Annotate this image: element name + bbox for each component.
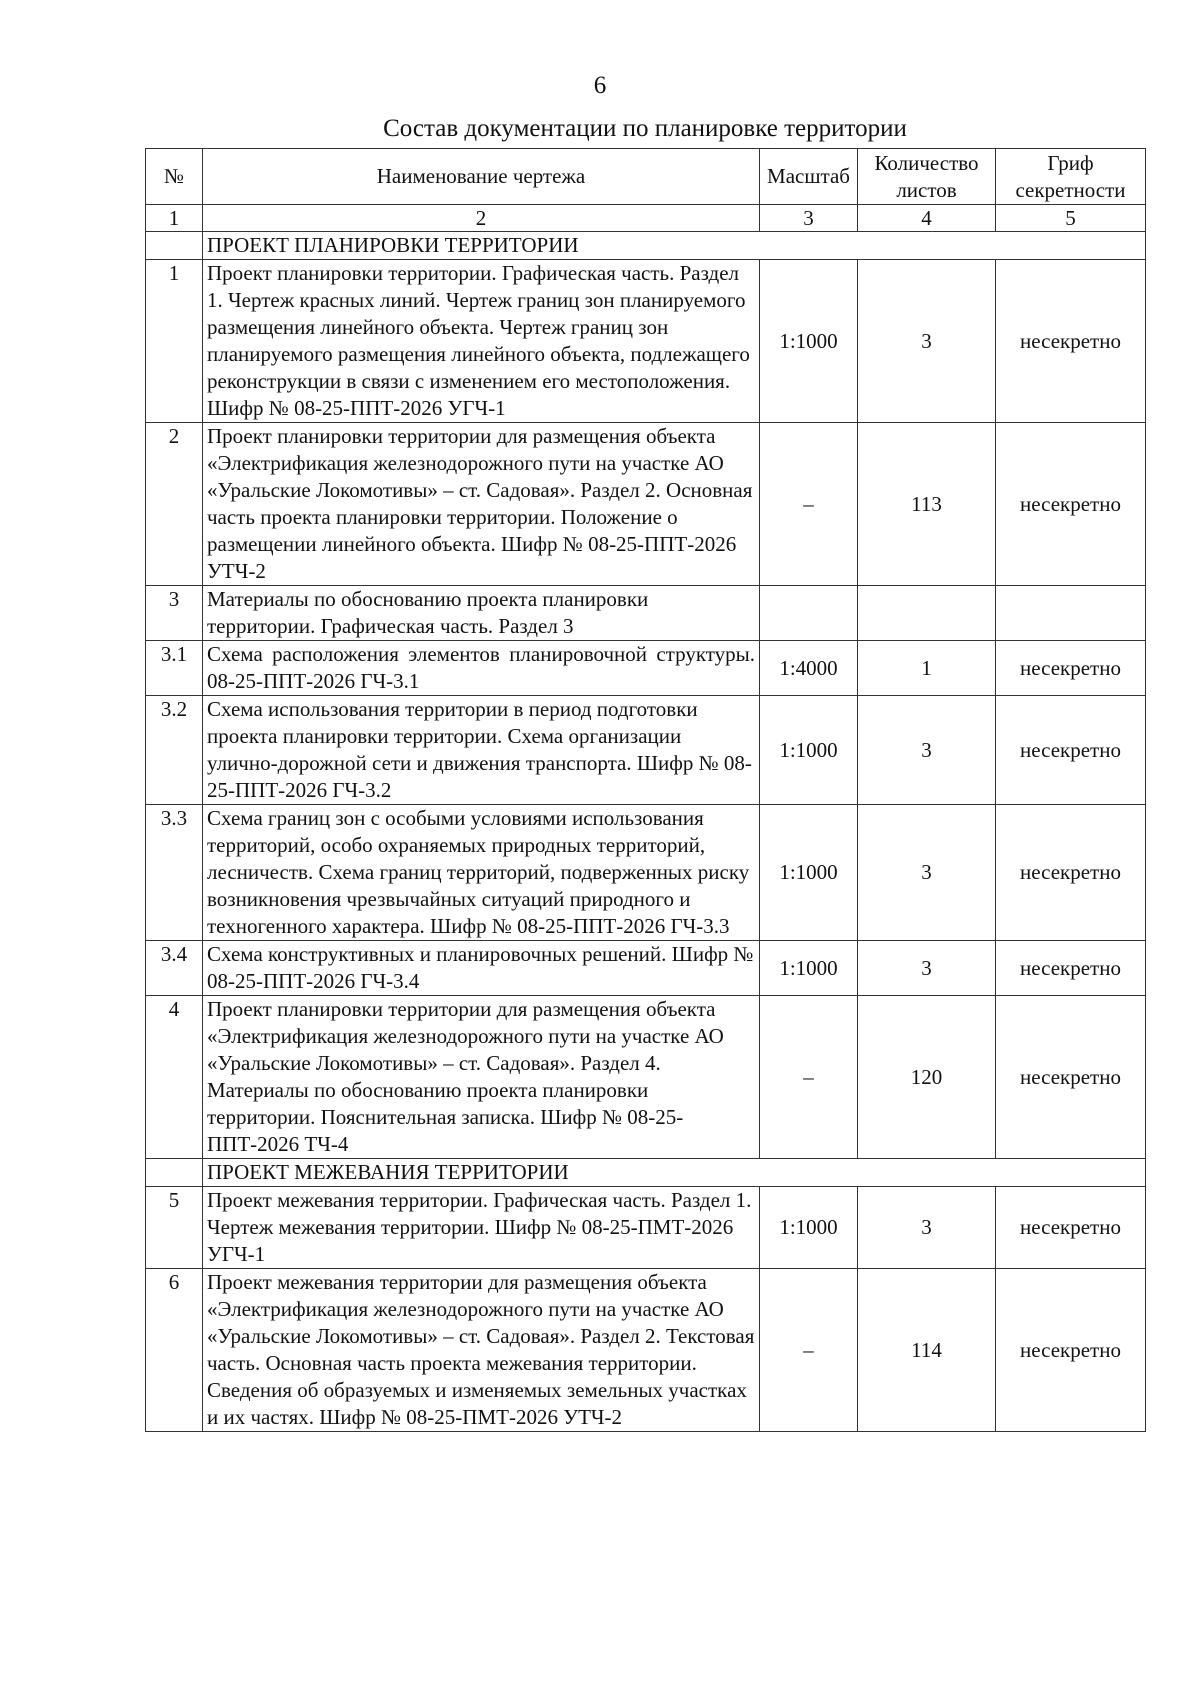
row-name: Проект планировки территории для размещения объекта «Электрификация железнодорожного пути на участке АО «Уральские Локомотивы» – ст. Садовая». Раздел 2. Основная часть проекта планировки территории. Положение о размещении линейного объекта. Шифр № 08-25-ППТ-2026 УТЧ-2 bbox=[203, 423, 760, 586]
row-name: Схема использования территории в период подготовки проекта планировки территории. Схема организации улично-дорожной сети и движения транспорта. Шифр № 08-25-ППТ-2026 ГЧ-3.2 bbox=[203, 696, 760, 805]
header-scale: Масштаб bbox=[760, 149, 858, 205]
row-name: Проект планировки территории. Графическая часть. Раздел 1. Чертеж красных линий. Чертеж границ зон планируемого размещения линейного объекта. Чертеж границ зон планируемого размещения линейного объекта, подлежащего реконструкции в связи с изменением его местоположения. Шифр № 08-25-ППТ-2026 УГЧ-1 bbox=[203, 260, 760, 423]
row-scale: 1:1000 bbox=[760, 260, 858, 423]
row-secrecy: несекретно bbox=[996, 941, 1146, 996]
row-num: 1 bbox=[146, 260, 203, 423]
row-sheets: 3 bbox=[858, 696, 996, 805]
row-sheets: 3 bbox=[858, 260, 996, 423]
row-name: Проект межевания территории. Графическая часть. Раздел 1. Чертеж межевания территории. Шифр № 08-25-ПМТ-2026 УГЧ-1 bbox=[203, 1187, 760, 1269]
row-secrecy: несекретно bbox=[996, 260, 1146, 423]
row-scale: 1:1000 bbox=[760, 941, 858, 996]
table-row bbox=[146, 586, 1146, 641]
row-sheets: 114 bbox=[858, 1269, 996, 1432]
section-title: ПРОЕКТ ПЛАНИРОВКИ ТЕРРИТОРИИ bbox=[203, 232, 1146, 260]
header-name: Наименование чертежа bbox=[203, 149, 760, 205]
column-index: 1 bbox=[146, 205, 203, 232]
table-row bbox=[146, 423, 1146, 586]
row-num: 2 bbox=[146, 423, 203, 586]
column-index: 3 bbox=[760, 205, 858, 232]
row-sheets: 3 bbox=[858, 1187, 996, 1269]
table-row bbox=[146, 641, 1146, 696]
column-index: 4 bbox=[858, 205, 996, 232]
row-name: Материалы по обоснованию проекта планировки территории. Графическая часть. Раздел 3 bbox=[203, 586, 760, 641]
row-scale: 1:1000 bbox=[760, 696, 858, 805]
row-sheets: 113 bbox=[858, 423, 996, 586]
row-num: 6 bbox=[146, 1269, 203, 1432]
table-row bbox=[146, 941, 1146, 996]
row-scale: 1:1000 bbox=[760, 805, 858, 941]
row-num: 3.2 bbox=[146, 696, 203, 805]
row-secrecy: несекретно bbox=[996, 696, 1146, 805]
row-secrecy: несекретно bbox=[996, 805, 1146, 941]
header-secrecy: Гриф секретности bbox=[996, 149, 1146, 205]
row-name: Схема расположения элементов планировочной структуры. 08-25-ППТ-2026 ГЧ-3.1 bbox=[203, 641, 760, 696]
header-sheets: Количество листов bbox=[858, 149, 996, 205]
table-row bbox=[146, 1269, 1146, 1432]
row-name: Проект планировки территории для размещения объекта «Электрификация железнодорожного пути на участке АО «Уральские Локомотивы» – ст. Садовая». Раздел 4. Материалы по обоснованию проекта планировки территории. Пояснительная записка. Шифр № 08-25-ППТ-2026 ТЧ-4 bbox=[203, 996, 760, 1159]
row-sheets: 3 bbox=[858, 941, 996, 996]
header-num: № bbox=[146, 149, 203, 205]
row-scale: 1:4000 bbox=[760, 641, 858, 696]
table-row bbox=[146, 996, 1146, 1159]
table-header-row bbox=[146, 149, 1146, 205]
section-row bbox=[146, 1159, 1146, 1187]
row-scale bbox=[760, 586, 858, 641]
column-index-row bbox=[146, 205, 1146, 232]
row-secrecy bbox=[996, 586, 1146, 641]
row-num: 3.1 bbox=[146, 641, 203, 696]
section-row bbox=[146, 232, 1146, 260]
row-scale: – bbox=[760, 423, 858, 586]
row-name: Проект межевания территории для размещения объекта «Электрификация железнодорожного пути на участке АО «Уральские Локомотивы» – ст. Садовая». Раздел 2. Текстовая часть. Основная часть проекта межевания территории. Сведения об образуемых и изменяемых земельных участках и их частях. Шифр № 08-25-ПМТ-2026 УТЧ-2 bbox=[203, 1269, 760, 1432]
column-index: 2 bbox=[203, 205, 760, 232]
row-secrecy: несекретно bbox=[996, 996, 1146, 1159]
row-num: 3 bbox=[146, 586, 203, 641]
table-row bbox=[146, 260, 1146, 423]
row-scale: 1:1000 bbox=[760, 1187, 858, 1269]
row-secrecy: несекретно bbox=[996, 1187, 1146, 1269]
table-row bbox=[146, 805, 1146, 941]
row-secrecy: несекретно bbox=[996, 423, 1146, 586]
table-row bbox=[146, 1187, 1146, 1269]
page-title: Состав документации по планировке территории bbox=[383, 115, 907, 142]
row-num: 3.4 bbox=[146, 941, 203, 996]
row-name: Схема конструктивных и планировочных решений. Шифр № 08-25-ППТ-2026 ГЧ-3.4 bbox=[203, 941, 760, 996]
documentation-table bbox=[145, 148, 1146, 1432]
row-num: 5 bbox=[146, 1187, 203, 1269]
row-sheets: 1 bbox=[858, 641, 996, 696]
page-number: 6 bbox=[593, 72, 607, 99]
row-name: Схема границ зон с особыми условиями использования территорий, особо охраняемых природных территорий, лесничеств. Схема границ территорий, подверженных риску возникновения чрезвычайных ситуаций природного и техногенного характера. Шифр № 08-25-ППТ-2026 ГЧ-3.3 bbox=[203, 805, 760, 941]
row-sheets bbox=[858, 586, 996, 641]
column-index: 5 bbox=[996, 205, 1146, 232]
row-scale: – bbox=[760, 1269, 858, 1432]
row-scale: – bbox=[760, 996, 858, 1159]
table-row bbox=[146, 696, 1146, 805]
row-sheets: 3 bbox=[858, 805, 996, 941]
row-secrecy: несекретно bbox=[996, 641, 1146, 696]
row-num: 4 bbox=[146, 996, 203, 1159]
section-title: ПРОЕКТ МЕЖЕВАНИЯ ТЕРРИТОРИИ bbox=[203, 1159, 1146, 1187]
row-secrecy: несекретно bbox=[996, 1269, 1146, 1432]
row-num: 3.3 bbox=[146, 805, 203, 941]
row-sheets: 120 bbox=[858, 996, 996, 1159]
